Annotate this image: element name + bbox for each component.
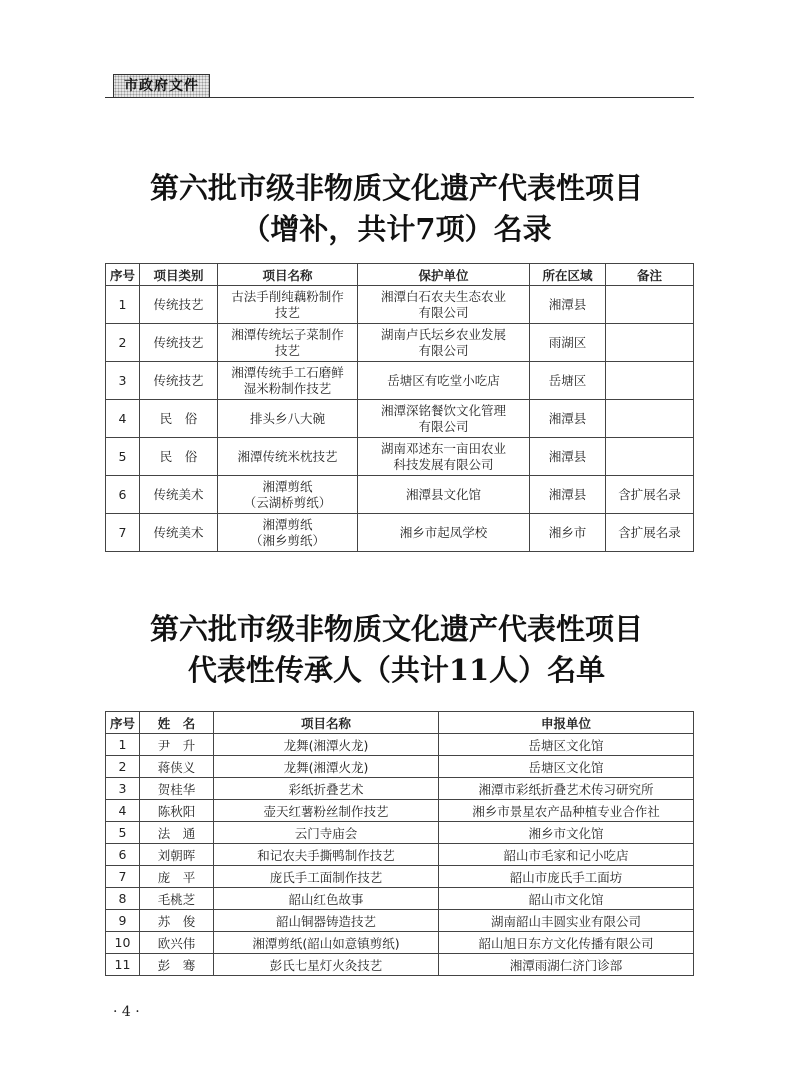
cell-category: 传统技艺: [140, 286, 218, 324]
section1-title: [100, 168, 693, 250]
cell-protection-unit: [358, 476, 530, 514]
cell-note: [606, 438, 694, 476]
cell-protection-unit-line: 湘潭县文化馆: [405, 486, 481, 502]
cell-applicant-unit: 湘潭雨湖仁济门诊部: [439, 954, 694, 976]
section2-title: [100, 609, 693, 691]
cell-region: 岳塘区: [530, 362, 606, 400]
cell-region: 湘潭县: [530, 438, 606, 476]
cell-protection-unit-line: 科技发展有限公司: [393, 456, 494, 472]
cell-person: 彭 骞: [140, 954, 214, 976]
cell-applicant-unit: 岳塘区文化馆: [439, 734, 694, 756]
cell-no: 1: [106, 734, 140, 756]
cell-no: 4: [106, 800, 140, 822]
cell-person: 欧兴伟: [140, 932, 214, 954]
cell-category: 传统美术: [140, 476, 218, 514]
cell-person: 刘朝晖: [140, 844, 214, 866]
cell-project-name: 龙舞(湘潭火龙): [214, 756, 439, 778]
cell-category: 传统技艺: [140, 324, 218, 362]
cell-no: 4: [106, 400, 140, 438]
cell-applicant-unit: 韶山市庞氏手工面坊: [439, 866, 694, 888]
cell-category: 传统技艺: [140, 362, 218, 400]
cell-protection-unit-line: 有限公司: [418, 342, 469, 358]
cell-person: 贺桂华: [140, 778, 214, 800]
cell-project-name-line: 湘潭传统坛子菜制作: [231, 326, 344, 342]
cell-note: 含扩展名录: [606, 514, 694, 552]
cell-no: 7: [106, 514, 140, 552]
cell-region: 湘潭县: [530, 400, 606, 438]
table-row: [106, 324, 694, 362]
cell-person: 尹 升: [140, 734, 214, 756]
table-row: [106, 844, 694, 866]
cell-person: 毛桃芝: [140, 888, 214, 910]
col-header-no: 序号: [106, 712, 140, 734]
cell-protection-unit-line: 湖南卢氏坛乡农业发展: [380, 326, 506, 342]
cell-project-name-line: 排头乡八大碗: [249, 410, 325, 426]
section1-title-line2: （增补，共计7项）名录: [241, 212, 552, 246]
cell-protection-unit: [358, 514, 530, 552]
cell-no: 5: [106, 822, 140, 844]
cell-person: 庞 平: [140, 866, 214, 888]
project-list-table: [105, 263, 694, 552]
cell-project-name-line: 湿米粉制作技艺: [243, 380, 332, 396]
cell-project-name: [218, 324, 358, 362]
cell-no: 6: [106, 844, 140, 866]
table-row: [106, 778, 694, 800]
cell-project-name: [218, 400, 358, 438]
cell-applicant-unit: 韶山市毛家和记小吃店: [439, 844, 694, 866]
table-row: [106, 438, 694, 476]
cell-project-name: 龙舞(湘潭火龙): [214, 734, 439, 756]
col-header-region: 所在区域: [530, 264, 606, 286]
header-rule: [105, 97, 694, 98]
cell-no: 8: [106, 888, 140, 910]
cell-person: 陈秋阳: [140, 800, 214, 822]
cell-no: 9: [106, 910, 140, 932]
cell-project-name-line: 技艺: [274, 304, 300, 320]
cell-region: 雨湖区: [530, 324, 606, 362]
table-row: [106, 932, 694, 954]
table-row: [106, 400, 694, 438]
cell-project-name: [218, 362, 358, 400]
section2-title-line1: 第六批市级非物质文化遗产代表性项目: [149, 612, 643, 646]
cell-project-name-line: （云湖桥剪纸）: [243, 494, 332, 510]
cell-no: 5: [106, 438, 140, 476]
cell-protection-unit: [358, 438, 530, 476]
cell-protection-unit: [358, 286, 530, 324]
section1-title-line1: 第六批市级非物质文化遗产代表性项目: [149, 171, 643, 205]
cell-no: 6: [106, 476, 140, 514]
col-header-applicant-unit: 申报单位: [439, 712, 694, 734]
cell-person: 苏 俊: [140, 910, 214, 932]
cell-project-name-line: 湘潭传统米枕技艺: [237, 448, 338, 464]
cell-project-name: 壶天红薯粉丝制作技艺: [214, 800, 439, 822]
cell-applicant-unit: 岳塘区文化馆: [439, 756, 694, 778]
cell-protection-unit-line: 湘乡市起凤学校: [399, 524, 488, 540]
table-row: [106, 822, 694, 844]
cell-region: 湘乡市: [530, 514, 606, 552]
table-row: [106, 800, 694, 822]
table-row: [106, 734, 694, 756]
cell-category: 民 俗: [140, 438, 218, 476]
cell-project-name: 湘潭剪纸(韶山如意镇剪纸): [214, 932, 439, 954]
table-row: [106, 910, 694, 932]
table-header-row: [106, 712, 694, 734]
cell-project-name-line: 古法手削纯藕粉制作: [231, 288, 344, 304]
table-row: [106, 756, 694, 778]
cell-protection-unit-line: 岳塘区有吃堂小吃店: [387, 372, 500, 388]
cell-project-name: 云门寺庙会: [214, 822, 439, 844]
cell-no: 2: [106, 324, 140, 362]
cell-note: [606, 400, 694, 438]
cell-project-name: 韶山红色故事: [214, 888, 439, 910]
cell-protection-unit: [358, 324, 530, 362]
table-row: [106, 476, 694, 514]
cell-project-name: 彩纸折叠艺术: [214, 778, 439, 800]
cell-protection-unit-line: 有限公司: [418, 418, 469, 434]
table-row: [106, 954, 694, 976]
table-header-row: [106, 264, 694, 286]
cell-no: 2: [106, 756, 140, 778]
cell-applicant-unit: 湘乡市文化馆: [439, 822, 694, 844]
cell-no: 11: [106, 954, 140, 976]
cell-no: 3: [106, 778, 140, 800]
cell-note: 含扩展名录: [606, 476, 694, 514]
cell-region: 湘潭县: [530, 476, 606, 514]
cell-project-name: 庞氏手工面制作技艺: [214, 866, 439, 888]
section2-title-line2: 代表性传承人（共计11人）名单: [187, 653, 606, 687]
cell-protection-unit-line: 有限公司: [418, 304, 469, 320]
col-header-note: 备注: [606, 264, 694, 286]
cell-project-name-line: 湘潭剪纸: [262, 516, 313, 532]
cell-no: 3: [106, 362, 140, 400]
cell-applicant-unit: 湘潭市彩纸折叠艺术传习研究所: [439, 778, 694, 800]
cell-project-name: [218, 286, 358, 324]
cell-project-name: [218, 476, 358, 514]
cell-protection-unit-line: 湖南邓述东一亩田农业: [380, 440, 506, 456]
cell-protection-unit: [358, 362, 530, 400]
cell-no: 1: [106, 286, 140, 324]
page-number: · 4 ·: [113, 1004, 140, 1020]
document-header-tag: 市政府文件: [113, 74, 210, 98]
cell-applicant-unit: 韶山旭日东方文化传播有限公司: [439, 932, 694, 954]
cell-category: 传统美术: [140, 514, 218, 552]
cell-person: 法 通: [140, 822, 214, 844]
cell-project-name: 和记农夫手撕鸭制作技艺: [214, 844, 439, 866]
cell-project-name: [218, 514, 358, 552]
cell-project-name: 彭氏七星灯火灸技艺: [214, 954, 439, 976]
cell-note: [606, 324, 694, 362]
cell-region: 湘潭县: [530, 286, 606, 324]
cell-note: [606, 362, 694, 400]
cell-project-name: [218, 438, 358, 476]
col-header-person: 姓 名: [140, 712, 214, 734]
col-header-project-name: 项目名称: [218, 264, 358, 286]
col-header-project-name: 项目名称: [214, 712, 439, 734]
cell-category: 民 俗: [140, 400, 218, 438]
cell-no: 7: [106, 866, 140, 888]
cell-project-name-line: 技艺: [274, 342, 300, 358]
cell-note: [606, 286, 694, 324]
cell-no: 10: [106, 932, 140, 954]
col-header-no: 序号: [106, 264, 140, 286]
cell-applicant-unit: 湘乡市景星农产品种植专业合作社: [439, 800, 694, 822]
cell-applicant-unit: 韶山市文化馆: [439, 888, 694, 910]
table-row: [106, 362, 694, 400]
cell-project-name: 韶山铜器铸造技艺: [214, 910, 439, 932]
col-header-protection-unit: 保护单位: [358, 264, 530, 286]
table-row: [106, 514, 694, 552]
table-row: [106, 866, 694, 888]
cell-applicant-unit: 湖南韶山丰圆实业有限公司: [439, 910, 694, 932]
cell-project-name-line: （湘乡剪纸）: [249, 532, 325, 548]
cell-person: 蒋侠义: [140, 756, 214, 778]
cell-protection-unit-line: 湘潭深铭餐饮文化管理: [380, 402, 506, 418]
cell-project-name-line: 湘潭传统手工石磨鲜: [231, 364, 344, 380]
cell-project-name-line: 湘潭剪纸: [262, 478, 313, 494]
inheritor-list-table: [105, 711, 694, 976]
cell-protection-unit: [358, 400, 530, 438]
table-row: [106, 286, 694, 324]
cell-protection-unit-line: 湘潭白石农夫生态农业: [380, 288, 506, 304]
col-header-category: 项目类别: [140, 264, 218, 286]
table-row: [106, 888, 694, 910]
